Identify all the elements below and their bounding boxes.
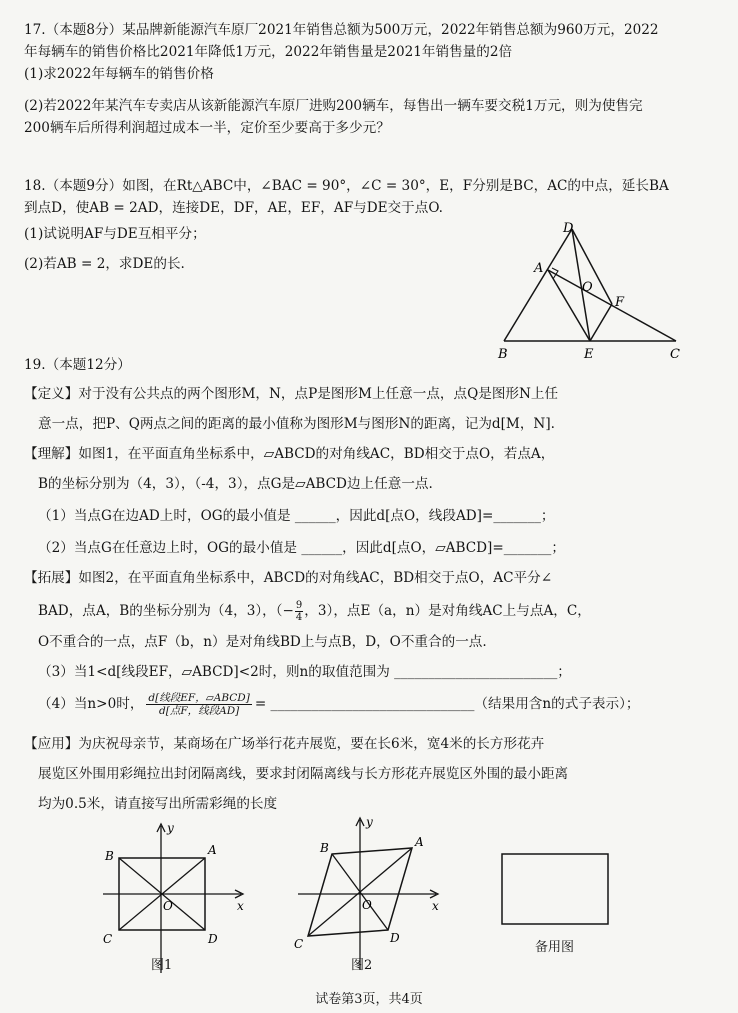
q19-extend-1: 【拓展】如图2，在平面直角坐标系中，ABCD的对角线AC，BD相交于点O，AC平分∠ [24,570,553,586]
q19-understand-1: 【理解】如图1，在平面直角坐标系中，▱ABCD的对角线AC，BD相交于点O，若点A， [24,446,555,462]
fraction-numerator: 9 [295,600,303,611]
fig1-label-b: B [105,849,114,863]
q19-sub-4-start: （4）当n>0时， [38,696,144,712]
q19-extend-3: O不重合的一点，点F（b，n）是对角线BD上与点B，D，O不重合的一点. [38,634,487,650]
q19-apply-3: 均为0.5米，请直接写出所需彩绳的长度 [38,796,278,812]
q18-line-1: 18.（本题9分）如图，在Rt△ABC中，∠BAC = 90°，∠C = 30°，E，F分别是BC，AC的中点，延长BA [24,178,669,194]
q18-label-d: D [563,221,574,236]
q19-sub-2: （2）当点G在任意边上时，OG的最小值是 ______，因此d[点O，▱ABCD]=_______； [38,540,565,556]
q18-label-c: C [670,347,680,362]
fig2-label-c: C [294,937,304,951]
fig2-x-label: x [432,899,439,913]
fig2-label-b: B [320,841,329,855]
q19-apply-1: 【应用】为庆祝母亲节，某商场在广场举行花卉展览，要在长6米，宽4米的长方形花卉 [24,736,545,752]
spare-figure [496,848,616,928]
fig1-y-label: y [167,821,174,835]
fig2-y-label: y [366,815,373,829]
q18-label-o: O [582,280,593,295]
fig1-x-label: x [237,899,244,913]
q17-part-2: (2)若2022年某汽车专卖店从该新能源汽车原厂进购200辆车，每售出一辆车要交税1万元，则为使售完 [24,98,643,114]
q18-line-2: 到点D，使AB = 2AD，连接DE，DF，AE，EF，AF与DE交于点O. [24,200,443,216]
q18-label-e: E [584,347,594,362]
fig1-label-c: C [103,932,113,946]
fig1-label-o: O [163,899,173,913]
spare-figure-caption: 备用图 [535,940,575,955]
q17-line-5: 200辆车后所得利润超过成本一半，定价至少要高于多少元？ [24,120,390,136]
fig1-caption: 图1 [151,958,173,973]
q19-apply-2: 展览区外围用彩绳拉出封闭隔离线，要求封闭隔离线与长方形花卉展览区外围的最小距离 [38,766,569,782]
q19-sub-3: （3）当1<d[线段EF，▱ABCD]<2时，则n的取值范围为 ________________________； [38,664,571,680]
q19-heading: 19.（本题12分） [24,357,131,373]
page-footer: 试卷第3页，共4页 [315,992,423,1007]
q19-understand-2: B的坐标分别为（4，3），（-4，3），点G是▱ABCD边上任意一点. [38,476,433,492]
ratio-numerator: d[线段EF，▱ABCD] [148,692,250,704]
fig2-caption: 图2 [351,958,373,973]
fraction-nine-fourths [295,600,303,623]
q18-part-1: (1)试说明AF与DE互相平分； [24,226,206,242]
fig2-label-a: A [415,835,424,849]
q17-part-1: (1)求2022年每辆车的销售价格 [24,66,214,82]
q17-line-2: 年每辆车的销售价格比2021年降低1万元，2022年销售量是2021年销售量的2倍 [24,44,513,60]
q18-label-f: F [615,295,625,310]
fig2-label-o: O [362,898,372,912]
q19-definition-1: 【定义】对于没有公共点的两个图形M，N，点P是图形M上任意一点，点Q是图形N上任 [24,386,559,402]
fig1-label-a: A [208,843,217,857]
q19-extend-2-start: BAD，点A，B的坐标分别为（4，3），（− [38,603,294,619]
figure-1-rectangle [95,818,255,978]
q19-extend-2 [38,600,591,623]
q18-label-a: A [534,261,544,276]
q18-part-2: (2)若AB = 2，求DE的长. [24,256,185,272]
fraction-distance-ratio [146,692,251,717]
figure-2-parallelogram [290,812,450,972]
fraction-denominator: 4 [295,612,303,623]
fig1-label-d: D [208,932,218,946]
q19-extend-2-end: ，3），点E（a，n）是对角线AC上与点A，C， [304,603,591,619]
q19-definition-2: 意一点，把P、Q两点之间的距离的最小值称为图形M与图形N的距离，记为d[M，N]. [38,416,555,432]
q19-sub-4-end: = ______________________________（结果用含n的式子表示）； [254,696,640,712]
q19-sub-4 [38,692,640,717]
q19-sub-1: （1）当点G在边AD上时，OG的最小值是 ______，因此d[点O，线段AD]=_______； [38,508,555,524]
ratio-denominator: d[点F，线段AD] [159,705,240,717]
q18-label-b: B [498,347,508,362]
q18-triangle-figure [490,216,690,366]
fig2-label-d: D [390,931,400,945]
q17-line-1: 17.（本题8分）某品牌新能源汽车原厂2021年销售总额为500万元，2022年销售总额为960万元，2022 [24,22,659,38]
